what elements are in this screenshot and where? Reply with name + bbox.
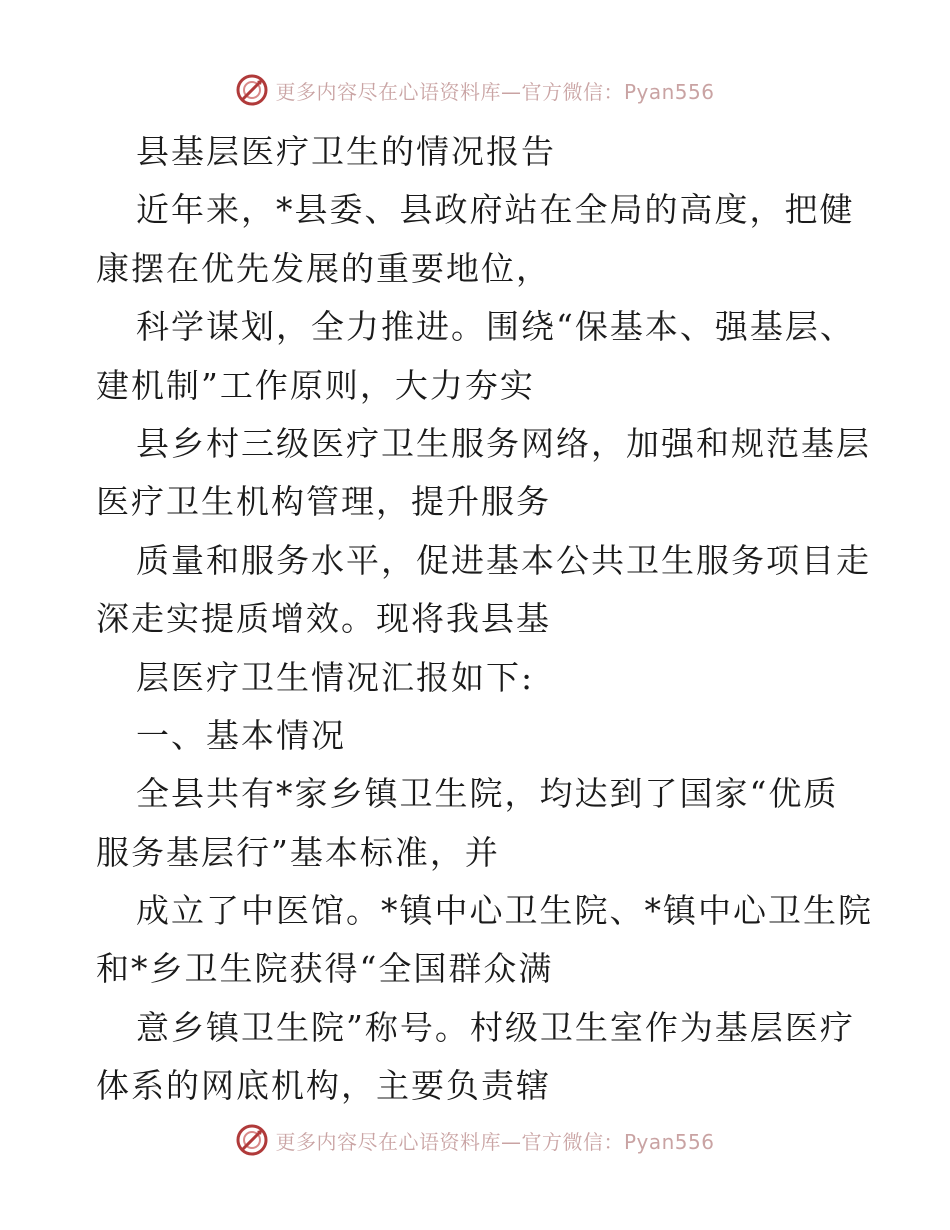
watermark-logo-icon xyxy=(235,73,269,107)
watermark-text: 更多内容尽在心语资料库—官方微信：Pyan556 xyxy=(275,1129,715,1154)
paragraph-line: 成立了中医馆。*镇中心卫生院、*镇中心卫生院 xyxy=(136,891,873,931)
paragraph-line: 和*乡卫生院获得“全国群众满 xyxy=(96,949,554,989)
document-title: 县基层医疗卫生的情况报告 xyxy=(136,132,556,171)
paragraph-line: 近年来，*县委、县政府站在全局的高度，把健 xyxy=(136,190,855,230)
paragraph-line: 深走实提质增效。现将我县基 xyxy=(96,599,551,639)
paragraph-line: 服务基层行”基本标准，并 xyxy=(96,832,500,872)
paragraph-line: 康摆在优先发展的重要地位， xyxy=(96,248,551,288)
paragraph-line: 质量和服务水平，促进基本公共卫生服务项目走 xyxy=(136,540,871,580)
paragraph-line: 建机制”工作原则，大力夯实 xyxy=(96,365,535,405)
watermark-footer xyxy=(0,1120,950,1160)
watermark-header xyxy=(0,70,950,110)
watermark-text: 更多内容尽在心语资料库—官方微信：Pyan556 xyxy=(275,79,715,104)
watermark-logo-icon xyxy=(235,1123,269,1157)
paragraph-line: 意乡镇卫生院”称号。村级卫生室作为基层医疗 xyxy=(136,1007,855,1047)
section-heading: 一、基本情况 xyxy=(136,715,346,755)
paragraph-line: 县乡村三级医疗卫生服务网络，加强和规范基层 xyxy=(136,423,871,463)
paragraph-line: 医疗卫生机构管理，提升服务 xyxy=(96,482,551,522)
paragraph-line: 体系的网底机构，主要负责辖 xyxy=(96,1066,551,1106)
document-body xyxy=(96,123,873,1116)
paragraph-line: 层医疗卫生情况汇报如下: xyxy=(136,657,535,697)
paragraph-line: 科学谋划，全力推进。围绕“保基本、强基层、 xyxy=(136,307,855,347)
paragraph-line: 全县共有*家乡镇卫生院，均达到了国家“优质 xyxy=(136,774,839,814)
